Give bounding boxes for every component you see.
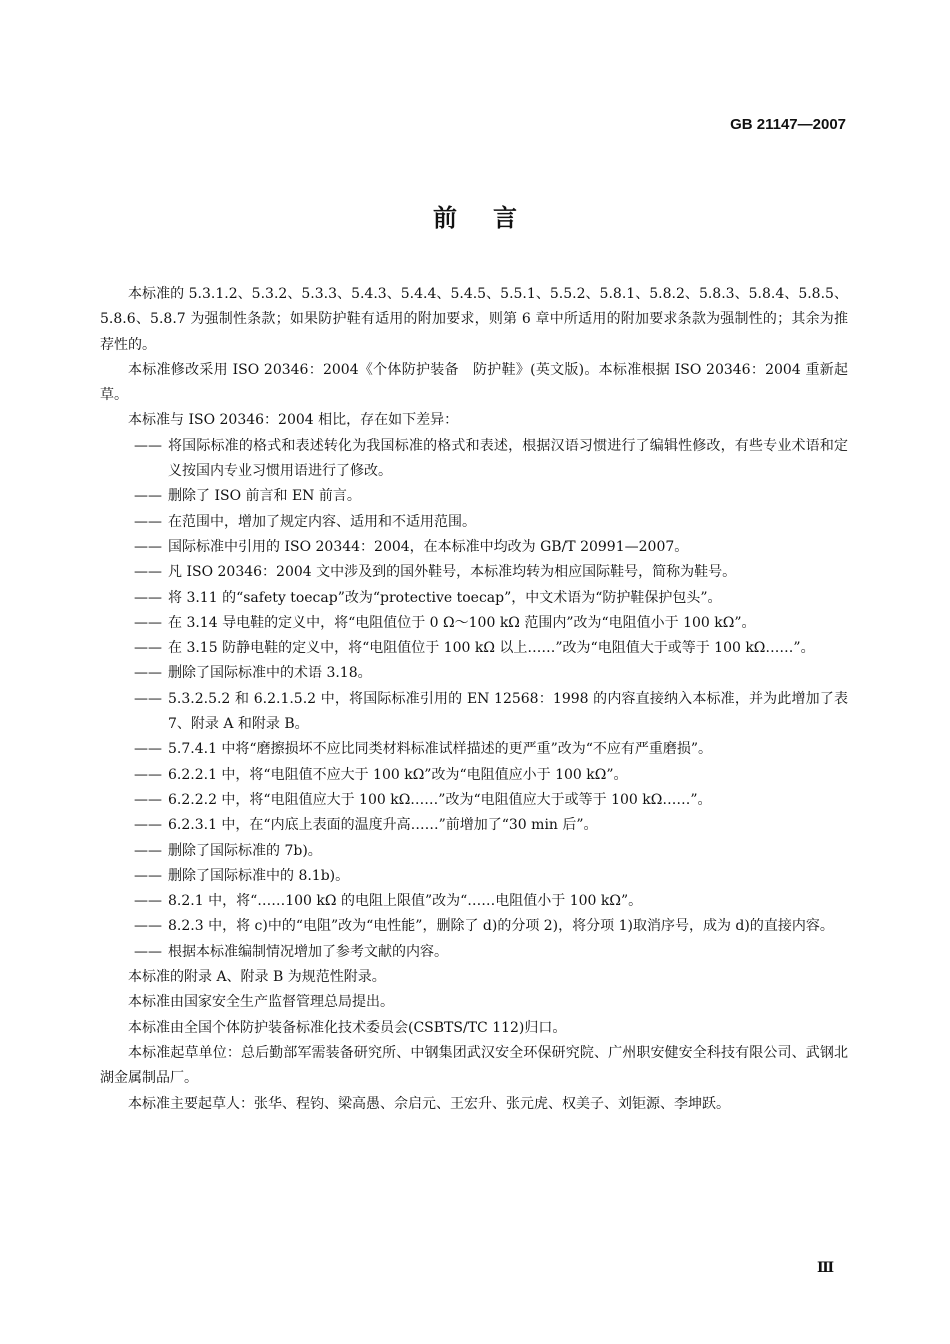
paragraph: 本标准修改采用 ISO 20346：2004《个体防护装备 防护鞋》(英文版)。本标准根据 ISO 20346：2004 重新起草。 — [100, 361, 848, 404]
list-item — [100, 510, 848, 535]
dash-marker: —— — [134, 842, 162, 859]
dash-marker: —— — [134, 690, 162, 707]
list-item — [100, 763, 848, 788]
paragraph: 本标准的附录 A、附录 B 为规范性附录。 — [128, 969, 386, 986]
list-item-text: 删除了国际标准的 7b)。 — [168, 842, 322, 859]
list-item — [100, 737, 848, 762]
list-item-text: 国际标准中引用的 ISO 20344：2004，在本标准中均改为 GB/T 20991—2007。 — [168, 538, 689, 555]
dash-marker: —— — [134, 893, 162, 910]
page-number: Ⅲ — [816, 1260, 834, 1276]
dash-marker: —— — [134, 437, 162, 454]
list-item — [100, 535, 848, 560]
list-item-text: 8.2.1 中，将“……100 kΩ 的电阻上限值”改为“……电阻值小于 100 kΩ”。 — [168, 893, 643, 910]
dash-marker: —— — [134, 564, 162, 581]
list-item — [100, 484, 848, 509]
list-item-text: 将 3.11 的“safety toecap”改为“protective toecap”，中文术语为“防护鞋保护包头”。 — [168, 589, 722, 606]
dash-marker: —— — [134, 614, 162, 631]
list-item — [100, 940, 848, 965]
dash-marker: —— — [134, 741, 162, 758]
paragraph: 本标准由全国个体防护装备标准化技术委员会(CSBTS/TC 112)归口。 — [128, 1019, 567, 1036]
list-item-text: 删除了国际标准中的术语 3.18。 — [168, 665, 372, 682]
list-item — [100, 889, 848, 914]
list-item — [100, 788, 848, 813]
dash-marker: —— — [134, 513, 162, 530]
page-title: 前言 — [433, 204, 553, 232]
dash-marker: —— — [134, 918, 162, 935]
dash-marker: —— — [134, 791, 162, 808]
standard-code: GB 21147—2007 — [730, 116, 846, 133]
list-item — [100, 636, 848, 661]
paragraph: 本标准与 ISO 20346：2004 相比，存在如下差异： — [128, 412, 459, 429]
list-item-text: 8.2.3 中，将 c)中的“电阻”改为“电性能”，删除了 d)的分项 2)，将分项 1)取消序号，成为 d)的直接内容。 — [168, 918, 834, 935]
list-item-text: 删除了国际标准中的 8.1b)。 — [168, 867, 350, 884]
dash-marker: —— — [134, 867, 162, 884]
list-item-text: 6.2.3.1 中，在“内底上表面的温度升高……”前增加了“30 min 后”。 — [168, 817, 598, 834]
list-item-text: 在 3.15 防静电鞋的定义中，将“电阻值位于 100 kΩ 以上……”改为“电阻值大于或等于 100 kΩ……”。 — [168, 640, 815, 657]
list-item — [100, 560, 848, 585]
list-item — [100, 914, 848, 939]
paragraph: 本标准起草单位：总后勤部军需装备研究所、中钢集团武汉安全环保研究院、广州职安健安全科技有限公司、武钢北湖金属制品厂。 — [100, 1044, 848, 1087]
list-item — [100, 813, 848, 838]
dash-marker: —— — [134, 538, 162, 555]
list-item — [100, 687, 848, 738]
list-item — [100, 611, 848, 636]
list-item-text: 凡 ISO 20346：2004 文中涉及到的国外鞋号，本标准均转为相应国际鞋号，简称为鞋号。 — [168, 564, 737, 581]
dash-marker: —— — [134, 589, 162, 606]
dash-marker: —— — [134, 640, 162, 657]
dash-marker: —— — [134, 766, 162, 783]
paragraph: 本标准主要起草人：张华、程钧、梁高愚、佘启元、王宏升、张元虎、权美子、刘钜源、李坤跃。 — [128, 1095, 730, 1112]
dash-marker: —— — [134, 488, 162, 505]
list-item — [100, 839, 848, 864]
dash-marker: —— — [134, 817, 162, 834]
list-item — [100, 864, 848, 889]
dash-marker: —— — [134, 665, 162, 682]
foreword-body — [100, 282, 848, 1117]
list-item — [100, 661, 848, 686]
list-item-text: 将国际标准的格式和表述转化为我国标准的格式和表述，根据汉语习惯进行了编辑性修改，有些专业术语和定义按国内专业习惯用语进行了修改。 — [168, 437, 848, 480]
list-item-text: 删除了 ISO 前言和 EN 前言。 — [168, 488, 361, 505]
paragraph: 本标准的 5.3.1.2、5.3.2、5.3.3、5.4.3、5.4.4、5.4.5、5.5.1、5.5.2、5.8.1、5.8.2、5.8.3、5.8.4、5.8.5、5.8.6、5.8.7 为强制性条款；如果防护鞋有适用的附加要求，则第 6 章中所适用的附加要求条款为强制性的；其余为推荐性的。 — [100, 286, 848, 353]
list-item-text: 5.7.4.1 中将“磨擦损坏不应比同类材料标准试样描述的更严重”改为“不应有严重磨损”。 — [168, 741, 713, 758]
dash-marker: —— — [134, 943, 162, 960]
list-item — [100, 434, 848, 485]
list-item-text: 6.2.2.2 中，将“电阻值应大于 100 kΩ……”改为“电阻值应大于或等于 100 kΩ……”。 — [168, 791, 712, 808]
list-item — [100, 586, 848, 611]
list-item-text: 根据本标准编制情况增加了参考文献的内容。 — [168, 943, 448, 960]
list-item-text: 6.2.2.1 中，将“电阻值不应大于 100 kΩ”改为“电阻值应小于 100 kΩ”。 — [168, 766, 628, 783]
list-item-text: 在范围中，增加了规定内容、适用和不适用范围。 — [168, 513, 476, 530]
list-item-text: 在 3.14 导电鞋的定义中，将“电阻值位于 0 Ω～100 kΩ 范围内”改为“电阻值小于 100 kΩ”。 — [168, 614, 756, 631]
list-item-text: 5.3.2.5.2 和 6.2.1.5.2 中，将国际标准引用的 EN 12568：1998 的内容直接纳入本标准，并为此增加了表 7、附录 A 和附录 B。 — [168, 690, 848, 733]
paragraph: 本标准由国家安全生产监督管理总局提出。 — [128, 994, 394, 1011]
